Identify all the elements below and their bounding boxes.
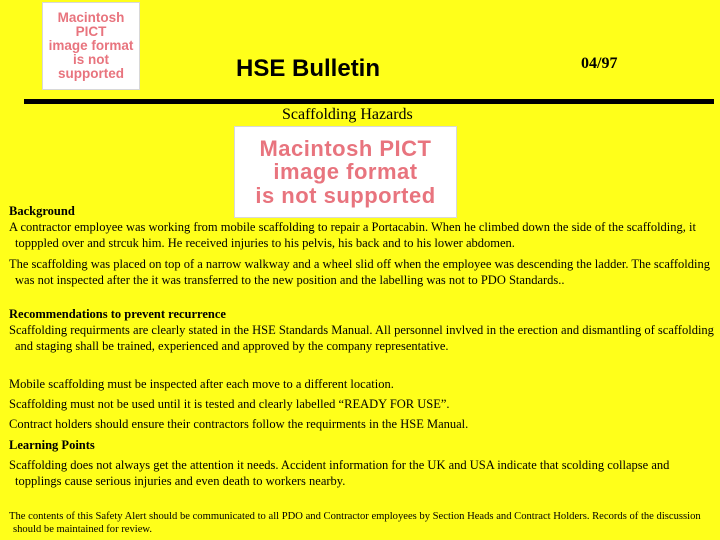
photo-placeholder-line: is not supported — [255, 182, 436, 208]
photo-placeholder-line: Macintosh PICT — [259, 136, 432, 162]
header-divider — [24, 99, 714, 104]
recommendations-heading: Recommendations to prevent recurrence — [9, 307, 226, 321]
footer-text: The contents of this Safety Alert should be communicated to all PDO and Contractor employees by Section Heads and Contract Holders. Records of the discussion should be maintained for review. — [9, 511, 701, 535]
logo-placeholder-line: image format — [48, 37, 134, 53]
logo-placeholder-line: Macintosh PICT — [57, 9, 125, 39]
recommendations-section — [9, 306, 714, 432]
recommendation-paragraph: Contract holders should ensure their contractors follow the requirments in the HSE Manual. — [9, 417, 469, 431]
footer-note — [9, 510, 714, 536]
background-section — [9, 203, 714, 288]
photo-placeholder-line: image format — [273, 159, 418, 185]
learning-points-heading: Learning Points — [9, 438, 95, 452]
recommendation-paragraph: Scaffolding requirments are clearly stated in the HSE Standards Manual. All personnel invlved in the erection and dismantling of scaffolding and staging shall be trained, experienced and approved by the company representative. — [9, 323, 714, 353]
bulletin-subtitle: Scaffolding Hazards — [282, 106, 413, 123]
bulletin-title: HSE Bulletin — [236, 55, 381, 82]
recommendation-paragraph: Scaffolding must not be used until it is tested and clearly labelled “READY FOR USE”. — [9, 397, 450, 411]
logo-image-placeholder — [42, 2, 140, 90]
background-paragraph: The scaffolding was placed on top of a narrow walkway and a wheel slid off when the employee was descending the ladder. The scaffolding was not inspected after the it was transferred to the new position and the labelling was not to PDO Standards.. — [9, 257, 710, 287]
learning-points-section — [9, 437, 714, 489]
learning-point-paragraph: Scaffolding does not always get the attention it needs. Accident information for the UK and USA indicate that scolding collapse and topplings cause serious injuries and even death to workers nearby. — [9, 458, 670, 488]
background-paragraph: A contractor employee was working from mobile scaffolding to repair a Portacabin. When he climbed down the side of the scaffolding, it topppled over and strcuk him. He received injuries to his pelvis, his back and to his lower abdomen. — [9, 220, 696, 250]
logo-placeholder-line: is not supported — [58, 52, 124, 82]
bulletin-date: 04/97 — [581, 55, 618, 72]
recommendation-paragraph: Mobile scaffolding must be inspected after each move to a different location. — [9, 377, 394, 391]
background-heading: Background — [9, 204, 75, 218]
